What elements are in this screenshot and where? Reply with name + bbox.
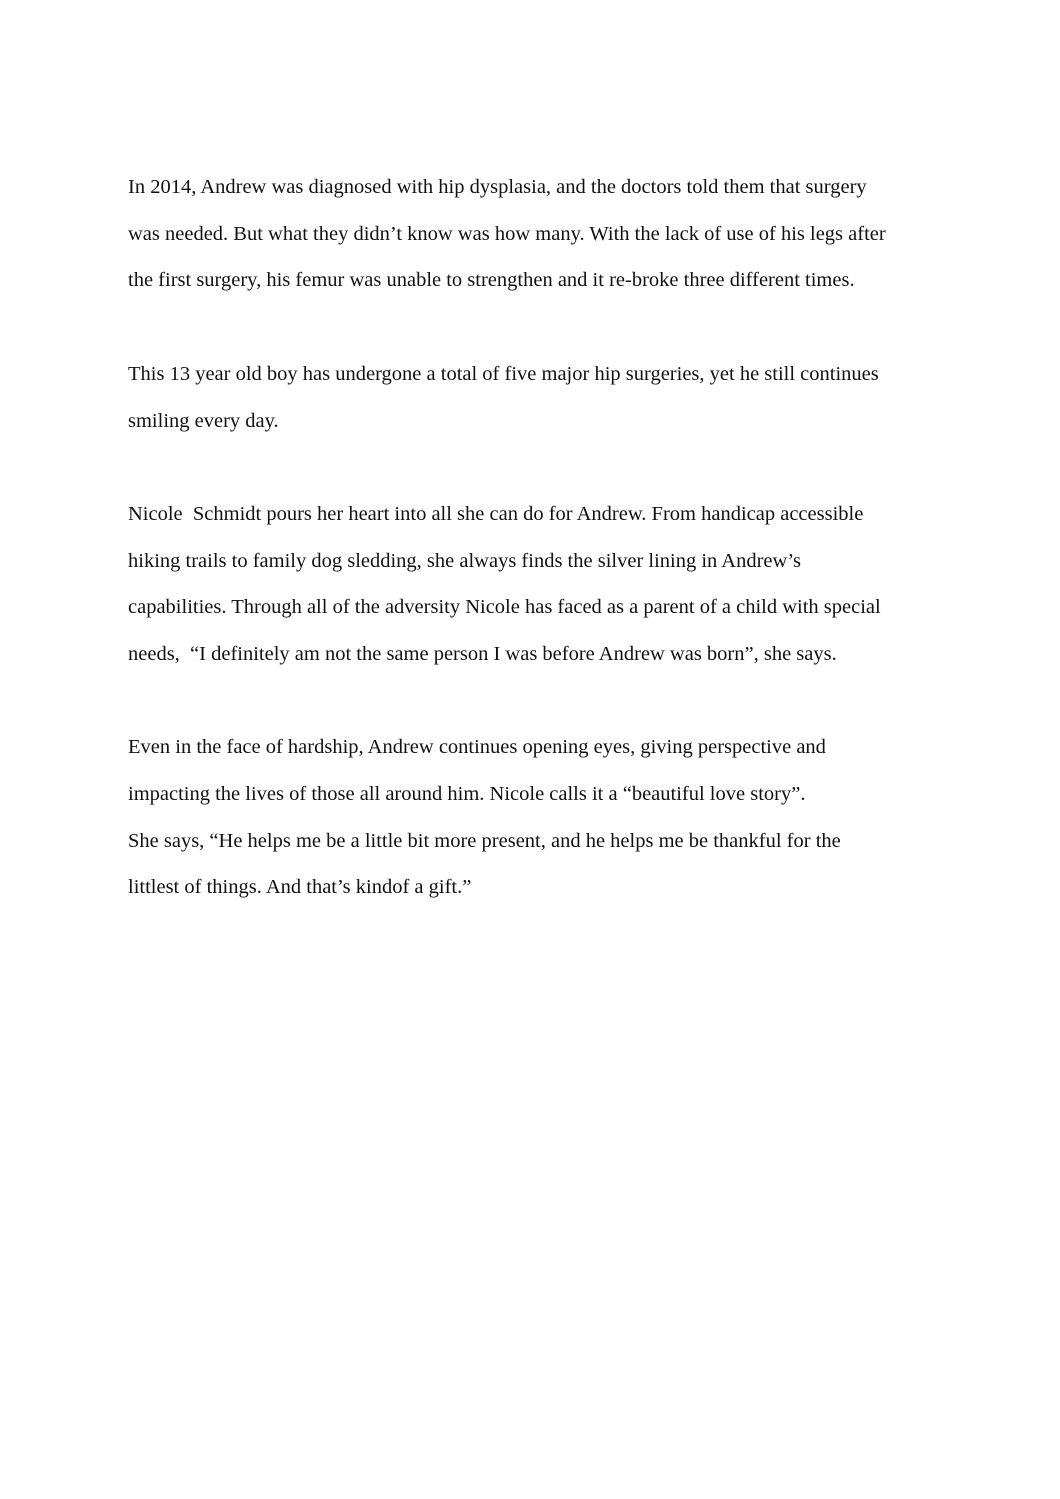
text-line: Even in the face of hardship, Andrew continues opening eyes, giving perspective and [128, 736, 826, 758]
text-line: She says, “He helps me be a little bit more present, and he helps me be thankful for the [128, 830, 841, 852]
text-line: littlest of things. And that’s kindof a gift.” [128, 876, 472, 898]
text-line: This 13 year old boy has undergone a total of five major hip surgeries, yet he still continues [128, 363, 879, 385]
text-line: In 2014, Andrew was diagnosed with hip dysplasia, and the doctors told them that surgery [128, 176, 867, 198]
text-line: needs, “I definitely am not the same person I was before Andrew was born”, she says. [128, 643, 837, 665]
text-line: Nicole Schmidt pours her heart into all she can do for Andrew. From handicap accessible [128, 503, 864, 525]
text-line: hiking trails to family dog sledding, she always finds the silver lining in Andrew’s [128, 550, 802, 572]
text-line: was needed. But what they didn’t know was how many. With the lack of use of his legs after [128, 223, 886, 245]
text-line: capabilities. Through all of the adversity Nicole has faced as a parent of a child with special [128, 596, 881, 618]
text-line: impacting the lives of those all around him. Nicole calls it a “beautiful love story”. [128, 783, 806, 805]
text-line: smiling every day. [128, 410, 279, 432]
text-line: the first surgery, his femur was unable to strengthen and it re-broke three different times. [128, 269, 855, 291]
